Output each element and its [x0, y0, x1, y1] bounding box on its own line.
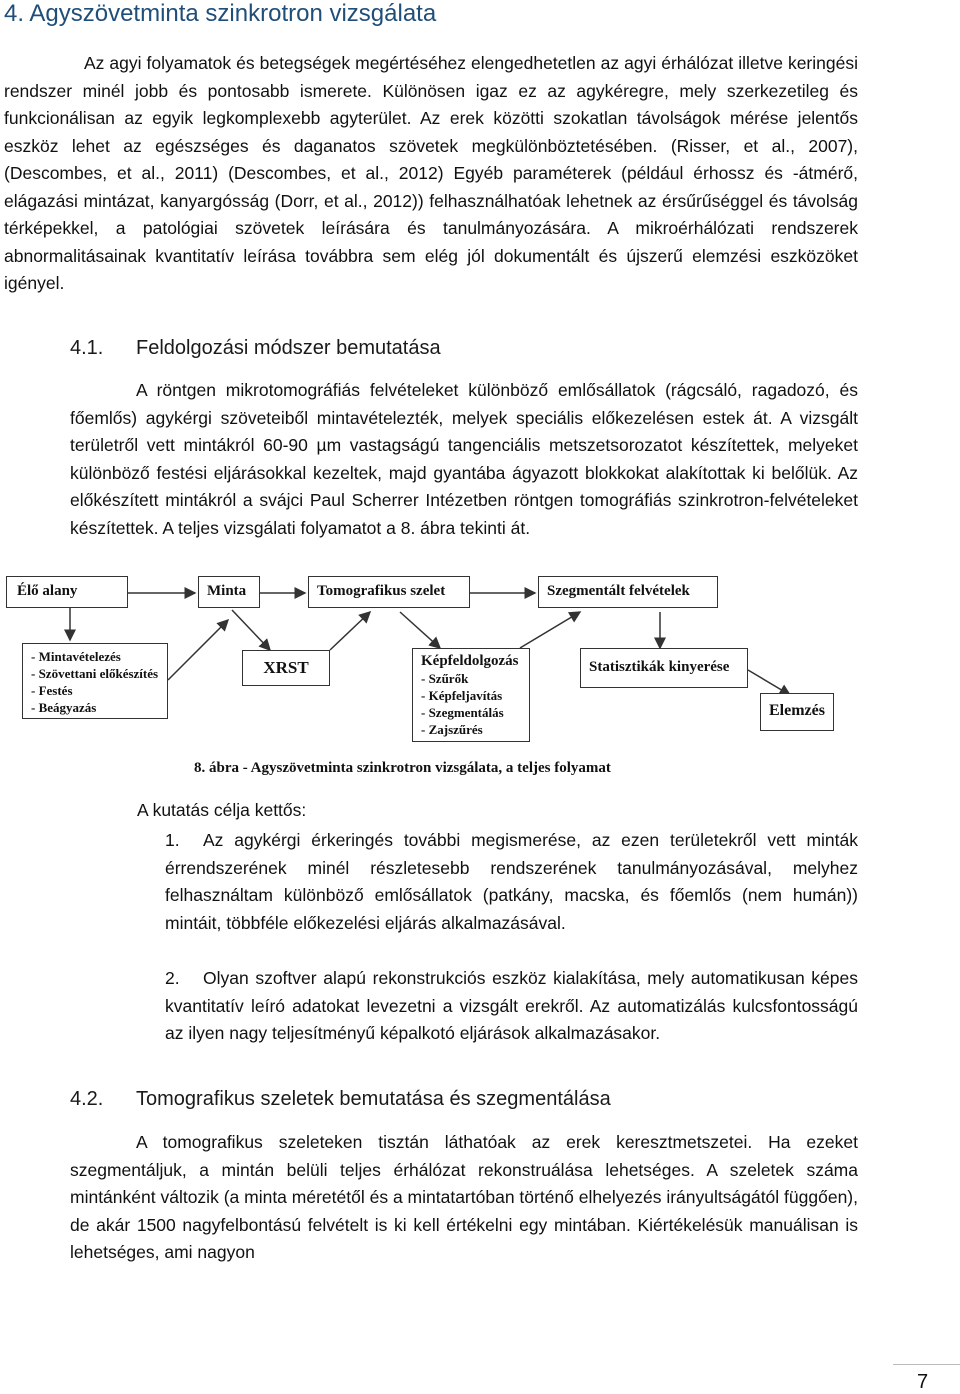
subsection-heading-4-2: [70, 1088, 611, 1111]
image-processing-step: - Szűrők: [421, 671, 469, 686]
box-statistics: [580, 648, 748, 688]
box-xrst: [242, 650, 330, 686]
box-sample-label: Minta: [207, 583, 247, 599]
goal-item: [165, 965, 858, 1048]
box-image-processing: [412, 648, 530, 742]
image-processing-step: - Szegmentálás: [421, 705, 504, 720]
image-processing-step: - Zajszűrés: [421, 722, 483, 737]
image-processing-title: Képfeldolgozás: [421, 653, 519, 669]
image-processing-step: - Képfeljavítás: [421, 688, 503, 703]
goal-number: 2.: [165, 968, 180, 988]
goal-number: 1.: [165, 830, 180, 850]
section-title: 4. Agyszövetminta szinkrotron vizsgálata: [4, 0, 437, 27]
method-paragraph: A röntgen mikrotomográfiás felvételeket különböző emlősállatok (rágcsáló, ragadozó, és főemlős) agykérgi szöveteiből mintavételezték, melyek speciális előkezelésen estek át. A vizsgált területről vett mintákról 60-90 µm vastagságú tangenciális metszetsorozatot készítettek, melyeket különböző festési eljárásokkal kezeltek, majd gyantába ágyazott blokkokat alakítottak ki belőlük. Az előkészített mintákról a svájci Paul Scherrer Intézetben röntgen tomográfiás szinkrotron-felvételeket készítettek. A teljes vizsgálati folyamatot a 8. ábra tekinti át.: [70, 380, 858, 538]
goals-intro: A kutatás célja kettős:: [137, 800, 307, 820]
goal-text: Az agykérgi érkeringés további megismerése, az ezen területekről vett minták érrendszerének minél részletesebb rendszerének tanulmányozásával, melyhez felhasználtam különböző emlősállatok (patkány, macska, és főemlős (nem humán)) mintáit, többféle előkezelési eljárás alkalmazásával.: [165, 830, 858, 933]
page-number-rule: [893, 1364, 960, 1365]
subsection-title: Tomografikus szeletek bemutatása és szegmentálása: [136, 1088, 611, 1110]
prep-step: - Beágyazás: [31, 700, 97, 715]
figure-caption: 8. ábra - Agyszövetminta szinkrotron vizsgálata, a teljes folyamat: [194, 760, 611, 776]
subsection-title: Feldolgozási módszer bemutatása: [136, 337, 441, 359]
box-tomographic-slice-label: Tomografikus szelet: [317, 583, 446, 599]
box-living-subject: [6, 576, 128, 608]
box-tomographic-slice: [308, 576, 470, 608]
goal-text: Olyan szoftver alapú rekonstrukciós eszköz kialakítása, mely automatikusan képes kvantitatív leíró adatokat levezetni a vizsgált erekről. Az automatizálás kulcsfontosságú az ilyen nagy teljesítményű képalkotó eljárások alkalmazásakor.: [165, 968, 858, 1043]
prep-step: - Festés: [31, 683, 73, 698]
segmentation-paragraph: A tomografikus szeleteken tisztán láthatóak az erek keresztmetszetei. Ha ezeket szegmentáljuk, a mintán belüli teljes érhálózat rekonstruálása lehetséges. A szeletek száma mintánként változik (a minta méretétől és a mintatartóban történő elhelyezés irányultságától függően), de akár 1500 nagyfelbontású felvételt is ki kell értékelni egy mintában. Kiértékelésük manuálisan is lehetséges, ami nagyon: [70, 1132, 858, 1262]
goal-item: [165, 827, 858, 937]
box-xrst-label: XRST: [263, 658, 309, 677]
box-statistics-label: Statisztikák kinyerése: [589, 659, 730, 675]
prep-step: - Mintavételezés: [31, 649, 121, 664]
box-analysis-label: Elemzés: [769, 702, 825, 719]
box-analysis: [760, 693, 834, 731]
box-sample: [198, 576, 260, 608]
prep-step: - Szövettani előkészítés: [31, 666, 159, 681]
box-living-subject-label: Élő alany: [17, 583, 78, 599]
box-segmented-images: [538, 576, 718, 608]
subsection-number: 4.2.: [70, 1088, 104, 1110]
box-segmented-images-label: Szegmentált felvételek: [547, 583, 690, 599]
box-sample-prep: [22, 643, 168, 719]
subsection-number: 4.1.: [70, 337, 104, 359]
page-number: 7: [917, 1371, 929, 1393]
intro-paragraph: Az agyi folyamatok és betegségek megértéséhez elengedhetetlen az agyi érhálózat illetve keringési rendszer minél jobb és pontosabb ismerete. Különösen igaz ez az agykéregre, mely szerkezetileg és funkcionálisan az egyik legkomplexebb agyterület. Az erek közötti szokatlan távolságok mérése jelentős eszköz lehet az egészséges és daganatos szövetek megkülönböztetésében. (Risser, et al., 2007), (Descombes, et al., 2011) (Descombes, et al., 2012) Egyéb paraméterek (például érhossz és -átmérő, elágazási mintázat, kanyargósság (Dorr, et al., 2012)) felhasználhatóak lehetnek az érsűrűséggel és távolság térképekkel, a patológiai szövetek leírására és tanulmányozására. A mikroérhálózati rendszerek abnormalitásainak kvantitatív leírása továbbra sem elég jól dokumentált és újszerű elemzési eszközöket igényel.: [4, 53, 858, 293]
